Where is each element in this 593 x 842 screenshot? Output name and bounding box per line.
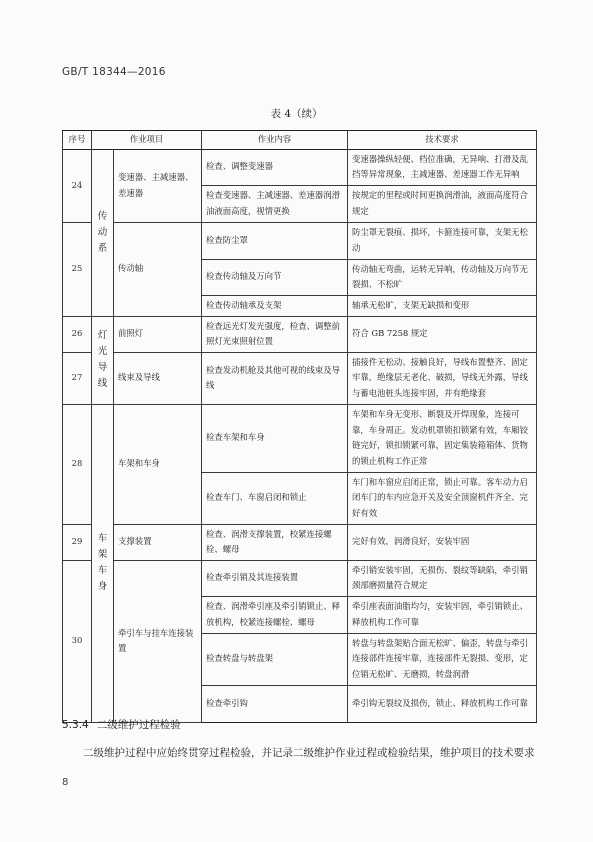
technical-requirement: 牵引钩无裂纹及损伤，锁止、释放机构工作可靠 [348,685,537,722]
section-number: 5.3.4 [62,719,89,731]
work-content: 检查传动轴承及支架 [202,295,348,316]
work-content: 检查传动轴及万向节 [202,259,348,295]
work-content: 检查、润滑牵引座及牵引销锁止、释放机构，校紧连接螺栓、螺母 [202,596,348,633]
table-row [63,316,537,352]
table-row [63,404,537,472]
work-content: 检查转盘与转盘架 [202,633,348,685]
work-content: 检查远光灯发光强度，检查、调整前照灯光束照射位置 [202,316,348,352]
system-group-label: 传动系 [92,149,114,316]
system-group-label: 车架车身 [92,404,114,722]
work-content: 检查车架和车身 [202,404,348,472]
column-header-seq: 序号 [63,131,92,150]
section-paragraph: 二级维护过程中应始终贯穿过程检验，并记录二级维护作业过程或检验结果，维护项目的技术要求 [83,747,535,759]
table-row [63,222,537,259]
technical-requirement: 防尘罩无裂痕、损坏，卡箍连接可靠，支架无松动 [348,222,537,259]
technical-requirement: 插接件无松动、接触良好，导线布置整齐、固定牢靠，绝缘层无老化、破损，导线无外露，导线与蓄电池桩头连接牢固，并有绝缘套 [348,352,537,404]
work-content: 检查、润滑支撑装置，校紧连接螺栓、螺母 [202,524,348,560]
technical-requirement: 转盘与转盘架贴合面无松旷、偏歪，转盘与牵引连接部件连接牢靠，连接部件无裂损、变形，定位销无松旷、无磨损，转盘润滑 [348,633,537,685]
technical-requirement: 车架和车身无变形、断裂及开焊现象，连接可靠，车身周正。发动机罩锁扣锁紧有效，车厢铰链完好，锁扣锁紧可靠，固定集装箱箱体、货物的锁止机构工作正常 [348,404,537,472]
row-number: 30 [63,560,92,722]
table-row [63,524,537,560]
page-number: 8 [62,777,69,788]
table-row [63,560,537,596]
maintenance-table [62,130,537,723]
work-item: 支撑装置 [114,524,202,560]
row-number: 26 [63,316,92,352]
row-number: 29 [63,524,92,560]
technical-requirement: 符合 GB 7258 规定 [348,316,537,352]
work-content: 检查车门、车窗启闭和锁止 [202,472,348,524]
column-header-content: 作业内容 [202,131,348,150]
technical-requirement: 按规定的里程或时间更换润滑油，液面高度符合规定 [348,185,537,222]
work-item: 牵引车与挂车连接装置 [114,560,202,722]
technical-requirement: 轴承无松旷，支架无缺损和变形 [348,295,537,316]
work-item: 前照灯 [114,316,202,352]
section-heading [62,717,181,732]
standard-header: GB/T 18344—2016 [62,66,166,78]
table-header-row [63,131,537,150]
work-item: 变速器、主减速器、差速器 [114,149,202,222]
table-row [63,352,537,404]
technical-requirement: 牵引座表面油脂均匀，安装牢固，牵引销锁止、释放机构工作可靠 [348,596,537,633]
table-caption: 表 4（续） [270,108,323,120]
row-number: 25 [63,222,92,316]
work-item: 线束及导线 [114,352,202,404]
table-row [63,149,537,185]
work-item: 传动轴 [114,222,202,316]
work-content: 检查发动机舱及其他可视的线束及导线 [202,352,348,404]
row-number: 24 [63,149,92,222]
column-header-requirement: 技术要求 [348,131,537,150]
work-content: 检查牵引销及其连接装置 [202,560,348,596]
work-content: 检查变速器、主减速器、差速器润滑油液面高度，视情更换 [202,185,348,222]
technical-requirement: 牵引销安装牢固，无损伤、裂纹等缺陷，牵引销颈部磨损量符合规定 [348,560,537,596]
technical-requirement: 完好有效，润滑良好，安装牢固 [348,524,537,560]
work-content: 检查牵引钩 [202,685,348,722]
work-content: 检查、调整变速器 [202,149,348,185]
column-header-item: 作业项目 [92,131,202,150]
row-number: 28 [63,404,92,524]
row-number: 27 [63,352,92,404]
technical-requirement: 车门和车窗应启闭正常，锁止可靠。客车动力启闭车门的车内应急开关及安全顶窗机件齐全、完好有效 [348,472,537,524]
technical-requirement: 传动轴无弯曲，运转无异响，传动轴及万向节无裂损、不松旷 [348,259,537,295]
system-group-label: 灯光导线 [92,316,114,404]
section-title: 二级维护过程检验 [96,719,181,731]
work-item: 车架和车身 [114,404,202,524]
work-content: 检查防尘罩 [202,222,348,259]
technical-requirement: 变速器操纵轻便、档位准确，无异响、打滑及乱挡等异常现象，主减速器、差速器工作无异响 [348,149,537,185]
